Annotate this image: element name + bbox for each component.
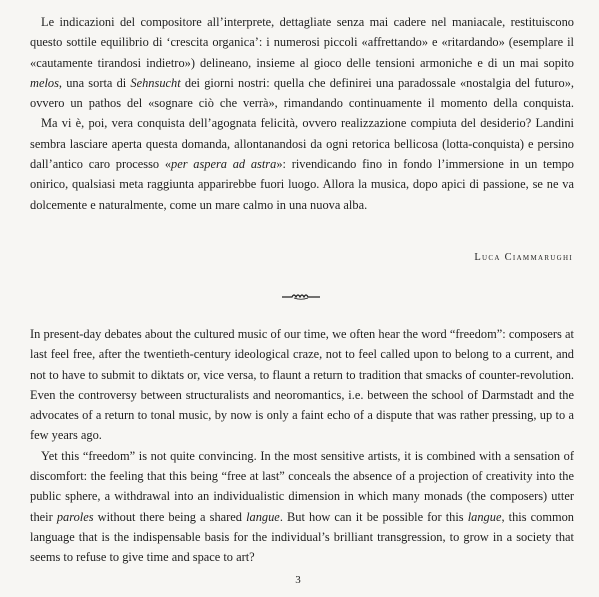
italic-run: paroles xyxy=(56,509,94,524)
italian-section xyxy=(30,12,574,215)
english-paragraph-2: Yet this “freedom” is not quite convincing. In the most sensitive artists, it is combined with a sensation of discomfort: the feeling that this being “free at last” conceals the absence of a projection of creativity into the public sphere, a withdrawal into an individualistic dimension in which many monads (the composers) utter their paroles without there being a shared langue. But how can it be possible for this langue, this common language that is the indispensable basis for the individual’s brilliant transgression, to grow in a society that seems to refuse to give time and space to art? xyxy=(30,448,574,565)
italian-paragraph-2: Ma vi è, poi, vera conquista dell’agognata felicità, ovvero realizzazione compiuta del desiderio? Landini sembra lasciare aperta questa domanda, allontanandosi da ogni retorica bellicosa (lotta-conquista) e persino dall’antico caro processo «per aspera ad astra»: rivendicando fino in fondo l’immersione in un tempo onirico, qualsiasi meta raggiunta apparirebbe fuori luogo. Allora la musica, dopo apici di passione, se ne va dolcemente e naturalmente, come un mare calmo in una nuova alba. xyxy=(30,116,574,212)
english-section xyxy=(30,324,574,568)
italian-paragraph-1: Le indicazioni del compositore all’interprete, dettagliate senza mai cadere nel maniacale, restituiscono questo sottile equilibrio di ‘crescita organica’: i numerosi piccoli «affrettando» e «ritardando» (esemplare il «cautamente tirandosi indietro») delineano, insieme al gioco delle tensioni armoniche e di un mai sopito melos, una sorta di Sehnsucht dei giorni nostri: quella che definirei una paradossale «nostalgia del futuro», ovvero un pathos del «sognare ciò che verrà», rimandando continuamente il momento della conquista. xyxy=(30,15,574,111)
english-paragraph-1: In present-day debates about the cultured music of our time, we often hear the word “freedom”: composers at last feel free, after the twentieth-century ideological craze, not to feel called upon to belong to a current, and not to have to submit to diktats or, vice versa, to flaunt a return to tradition that smacks of counter-revolution. Even the controversy between structuralists and neoromantics, i.e. between the school of Darmstadt and the advocates of a return to tonal music, by now is only a faint echo of a dispute that was rather pressing, up to a few years ago. xyxy=(30,327,574,443)
italic-run: langue xyxy=(467,509,502,524)
italic-run: melos xyxy=(30,75,59,90)
italic-run: langue xyxy=(246,509,280,524)
page-number: 3 xyxy=(295,574,301,586)
italic-run: Sehnsucht xyxy=(130,75,181,90)
section-divider-ornament xyxy=(281,291,321,301)
author-signature: Luca Ciammarughi xyxy=(474,252,573,263)
italic-run: per aspera ad astra xyxy=(171,157,277,172)
